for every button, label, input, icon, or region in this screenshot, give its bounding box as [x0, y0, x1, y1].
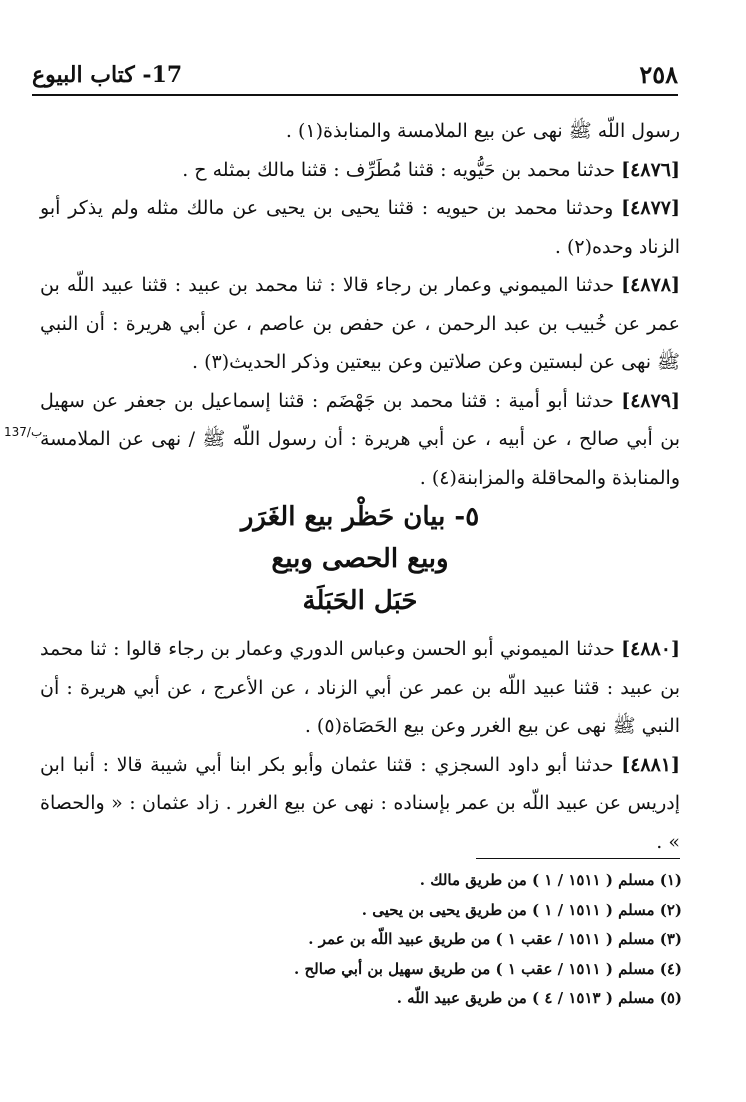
page-header: [32, 58, 678, 96]
footnote-item: (١) مسلم ( ١٥١١ / ١ ) من طريق مالك .: [419, 871, 682, 889]
footnote-item: (٤) مسلم ( ١٥١١ / عقب ١ ) من طريق سهيل بن أبي صالح .: [294, 959, 682, 978]
hadith-4881: [40, 746, 680, 862]
hadith-number: [٤٨٧٦]: [621, 158, 680, 181]
hadith-text: حدثنا محمد بن حَيُّويه : قثنا مُطَرِّف : قثنا مالك بمثله ح .: [182, 158, 616, 181]
paragraph-text: رسول اللّه ﷺ نهى عن بيع الملامسة والمنابذة(١) .: [285, 120, 680, 142]
hadith-number: [٤٨٧٩]: [621, 389, 681, 412]
page-number: ٢٥٨: [639, 60, 678, 89]
hadith-section-b: [40, 630, 680, 861]
hadith-text: حدثنا الميموني أبو الحسن وعباس الدوري وعمار بن رجاء قالوا : ثنا محمد بن عبيد : قثنا عبيد اللّه بن عمر عن أبي الزناد ، عن الأعرج ، عن أبي هريرة : أن النبي ﷺ نهى عن بيع الغرر وعن بيع الحَصَاة(٥) .: [40, 638, 680, 737]
hadith-4879: [40, 382, 680, 498]
hadith-4877: [40, 189, 680, 266]
hadith-text: وحدثنا محمد بن حيويه : قثنا يحيى بن يحيى عن مالك مثله ولم يذكر أبو الزناد وحده(٢) .: [40, 197, 680, 258]
hadith-section-a: [40, 112, 680, 497]
hadith-4878: [40, 266, 680, 382]
hadith-4880: [40, 630, 680, 746]
hadith-text: حدثنا أبو داود السجزي : قثنا عثمان وأبو بكر ابنا أبي شيبة قالا : أنبا ابن إدريس عن عبيد اللّه بن عمر بإسناده : نهى عن بيع الغرر . زاد عثمان : « والحصاة » .: [40, 753, 680, 853]
hadith-number: [٤٨٨١]: [621, 753, 681, 776]
hadith-number: [٤٨٧٧]: [621, 197, 680, 219]
hadith-text: حدثنا الميموني وعمار بن رجاء قالا : ثنا محمد بن عبيد : قثنا عبيد اللّه بن عمر عن خُبيب بن عبد الرحمن ، عن حفص بن عاصم ، عن أبي هريرة : أن النبي ﷺ نهى عن لبستين وعن صلاتين وعن بيعتين وذكر الحديث(٣) .: [40, 274, 680, 373]
footnote-divider: [476, 858, 680, 859]
book-title: 17- كتاب البيوع: [32, 62, 183, 88]
footnote-item: (٣) مسلم ( ١٥١١ / عقب ١ ) من طريق عبيد اللّه بن عمر .: [308, 930, 682, 948]
hadith-text: حدثنا أبو أمية : قثنا محمد بن جَهْضَم : قثنا إسماعيل بن جعفر عن سهيل بن أبي صالح ، عن أبيه ، عن أبي هريرة : أن رسول اللّه ﷺ / نهى عن الملامسة والمنابذة والمحاقلة والمزابنة(٤) .: [40, 389, 680, 489]
margin-folio-note: 137/ب: [4, 425, 43, 439]
paragraph: [40, 112, 680, 151]
section-heading-line2: وبيع الحصى وبيع: [271, 544, 449, 574]
footnotes: [100, 866, 682, 1014]
footnote-item: (٢) مسلم ( ١٥١١ / ١ ) من طريق يحيى بن يحيى .: [361, 900, 682, 919]
hadith-number: [٤٨٧٨]: [621, 274, 680, 296]
hadith-number: [٤٨٨٠]: [621, 638, 680, 660]
section-heading-line1: ٥- بيان حَظْر بيع الغَرَر: [240, 502, 480, 532]
section-heading-line3: حَبَل الحَبَلَة: [302, 586, 418, 616]
footnote-item: (٥) مسلم ( ١٥١٣ / ٤ ) من طريق عبيد اللّه .: [396, 989, 682, 1007]
hadith-4876: [40, 151, 680, 190]
